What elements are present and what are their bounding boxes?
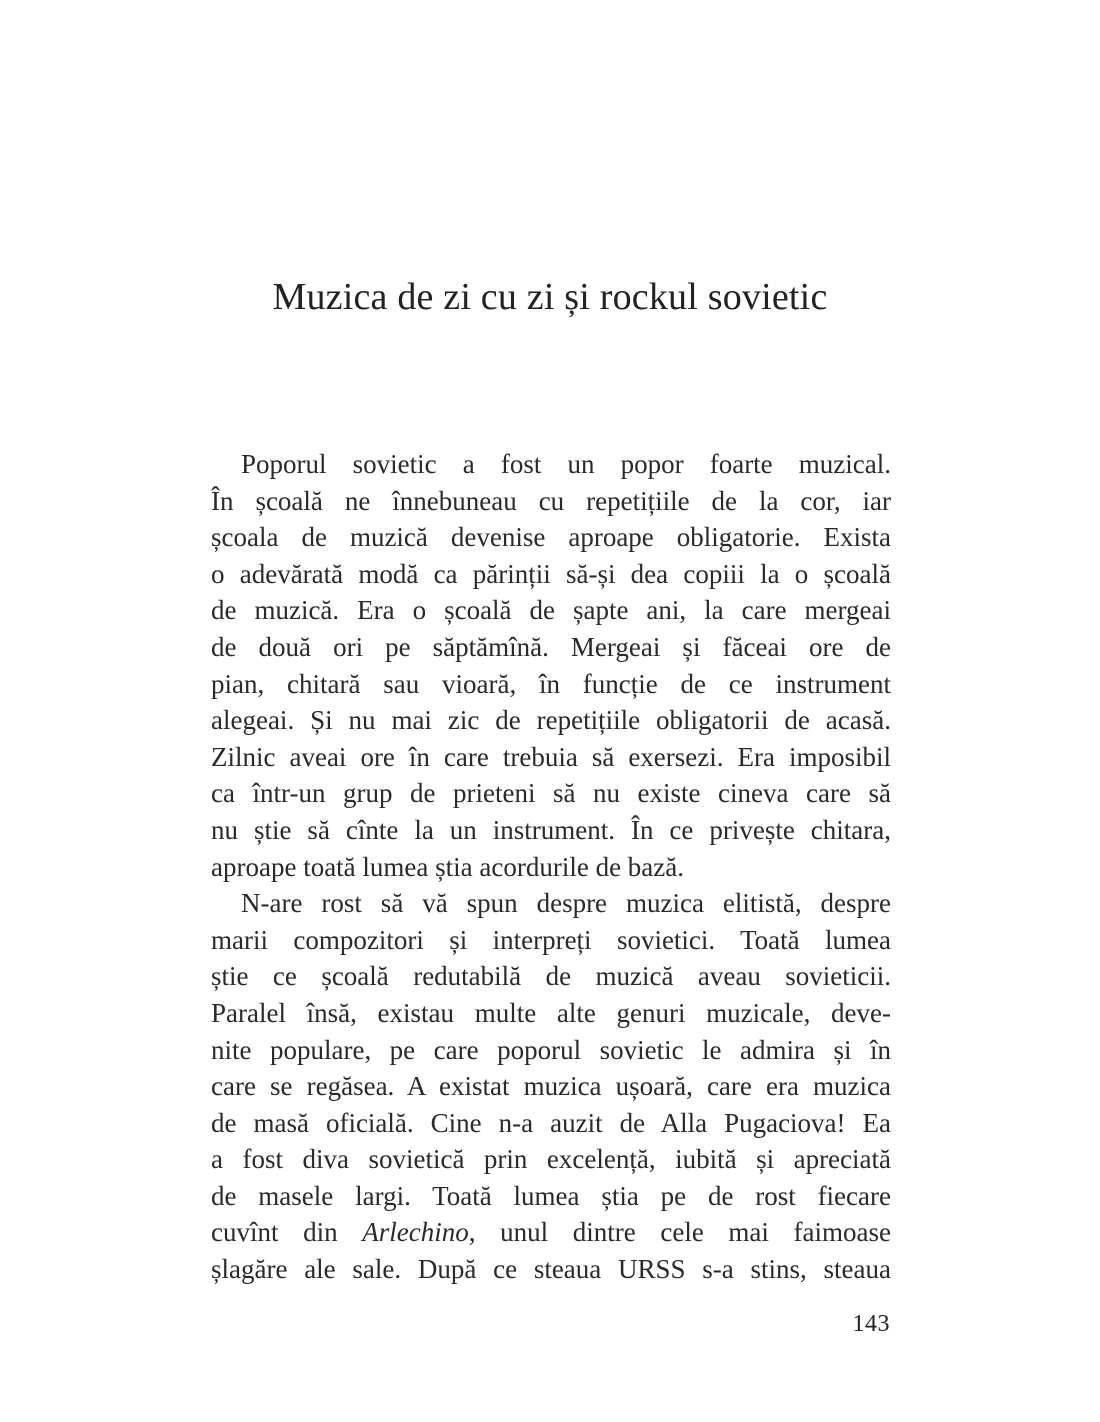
text-line: care se regăsea. A existat muzica ușoară, care era muzica: [211, 1071, 891, 1102]
text-line: În școală ne înnebuneau cu repetițiile de la cor, iar: [211, 485, 891, 516]
text-line: Poporul sovietic a fost un popor foarte muzical.: [241, 449, 891, 479]
text-line: nu știe să cînte la un instrument. În ce privește chitara,: [211, 814, 891, 845]
text-line-with-italic: [211, 1214, 891, 1251]
text-line: școala de muzică devenise aproape obligatorie. Exista: [211, 522, 891, 553]
chapter-title: Muzica de zi cu zi și rockul sovietic: [272, 276, 828, 318]
text-line: alegeai. Și nu mai zic de repetițiile obligatorii de acasă.: [211, 705, 891, 736]
text-line: ca într-un grup de prieteni să nu existe cineva care să: [211, 778, 891, 809]
text-line: de masele largi. Toată lumea știa pe de rost fiecare: [211, 1180, 891, 1211]
text-line: nite populare, pe care poporul sovietic le admira și în: [211, 1034, 891, 1065]
text-line: N-are rost să vă spun despre muzica elitistă, despre: [241, 888, 891, 919]
text-segment: , unul dintre cele mai faimoase: [468, 1217, 891, 1248]
text-line: știe ce școală redutabilă de muzică aveau sovieticii.: [211, 961, 891, 992]
text-line: pian, chitară sau vioară, în funcție de ce instrument: [211, 668, 891, 699]
text-line: a fost diva sovietică prin excelență, iubită și apreciată: [211, 1144, 891, 1175]
text-line: de două ori pe săptămînă. Mergeai și făceai ore de: [211, 631, 891, 662]
text-line: Zilnic aveai ore în care trebuia să exersezi. Era imposibil: [211, 741, 891, 772]
body-text: [211, 446, 891, 1288]
text-line: o adevărată modă ca părinții să-și dea copiii la o școală: [211, 558, 891, 589]
text-line: de muzică. Era o școală de șapte ani, la care mergeai: [211, 595, 891, 626]
text-line: de masă oficială. Cine n-a auzit de Alla Pugaciova! Ea: [211, 1107, 891, 1138]
text-segment: cuvînt din: [211, 1217, 363, 1248]
text-line: Paralel însă, existau multe alte genuri muzicale, deve-: [211, 997, 891, 1028]
page-number: 143: [852, 1311, 890, 1337]
paragraph-1: [211, 446, 891, 885]
text-line: aproape toată lumea știa acordurile de bază.: [211, 851, 685, 882]
text-line: șlagăre ale sale. După ce steaua URSS s-a stins, steaua: [211, 1254, 891, 1285]
song-title-italic: Arlechino: [362, 1217, 469, 1248]
paragraph-2: [211, 885, 891, 1288]
text-line: marii compozitori și interpreți sovietici. Toată lumea: [211, 924, 891, 955]
